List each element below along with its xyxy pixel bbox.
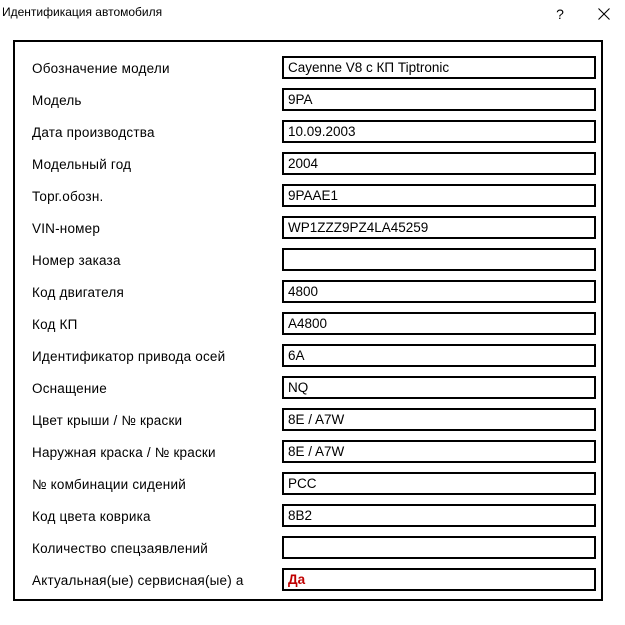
field-row-order-number (15, 248, 601, 272)
field-value: WP1ZZZ9PZ4LA45259 (282, 216, 596, 239)
field-label: Идентификатор привода осей (32, 349, 226, 364)
window-title: Идентификация автомобиля (2, 5, 163, 19)
field-row-gearbox-code (15, 312, 601, 336)
title-bar (0, 0, 625, 28)
field-label: № комбинации сидений (32, 477, 186, 492)
field-value-service-actions[interactable]: Да (282, 568, 596, 591)
field-value (282, 248, 596, 271)
field-value (282, 536, 596, 559)
vehicle-identification-panel (13, 40, 603, 601)
field-label: Обозначение модели (32, 61, 170, 76)
field-label: Торг.обозн. (32, 189, 104, 204)
field-value: 4800 (282, 280, 596, 303)
field-row-seat-combination (15, 472, 601, 496)
field-label: Цвет крыши / № краски (32, 413, 183, 428)
field-row-vin (15, 216, 601, 240)
field-row-sales-designation (15, 184, 601, 208)
field-row-axle-drive-id (15, 344, 601, 368)
field-row-roof-color (15, 408, 601, 432)
field-row-engine-code (15, 280, 601, 304)
field-row-model (15, 88, 601, 112)
field-row-exterior-paint (15, 440, 601, 464)
field-value: 10.09.2003 (282, 120, 596, 143)
field-label: Код двигателя (32, 285, 125, 300)
field-label: Код цвета коврика (32, 509, 151, 524)
field-value: 2004 (282, 152, 596, 175)
close-icon (598, 8, 610, 20)
field-label: Код КП (32, 317, 78, 332)
field-label: Модельный год (32, 157, 132, 172)
field-row-carpet-color (15, 504, 601, 528)
field-value: A4800 (282, 312, 596, 335)
field-value: 8E / A7W (282, 408, 596, 431)
field-label: Актуальная(ые) сервисная(ые) а (32, 573, 244, 588)
field-value: 8B2 (282, 504, 596, 527)
field-row-production-date (15, 120, 601, 144)
field-label: Оснащение (32, 381, 107, 396)
field-row-service-actions (15, 568, 601, 592)
field-row-equipment (15, 376, 601, 400)
field-value: 9PA (282, 88, 596, 111)
field-row-special-requests (15, 536, 601, 560)
field-row-model-designation (15, 56, 601, 80)
field-value: PCC (282, 472, 596, 495)
close-button[interactable] (584, 0, 624, 28)
field-value: 6A (282, 344, 596, 367)
field-label: Количество спецзаявлений (32, 541, 208, 556)
field-label: Номер заказа (32, 253, 121, 268)
field-value: NQ (282, 376, 596, 399)
field-label: Модель (32, 93, 82, 108)
field-value: 8E / A7W (282, 440, 596, 463)
field-label: Дата производства (32, 125, 155, 140)
field-row-model-year (15, 152, 601, 176)
field-label: Наружная краска / № краски (32, 445, 216, 460)
field-value: Cayenne V8 с КП Tiptronic (282, 56, 596, 79)
field-value: 9PAAE1 (282, 184, 596, 207)
field-label: VIN-номер (32, 221, 101, 236)
help-button[interactable]: ? (556, 6, 564, 22)
